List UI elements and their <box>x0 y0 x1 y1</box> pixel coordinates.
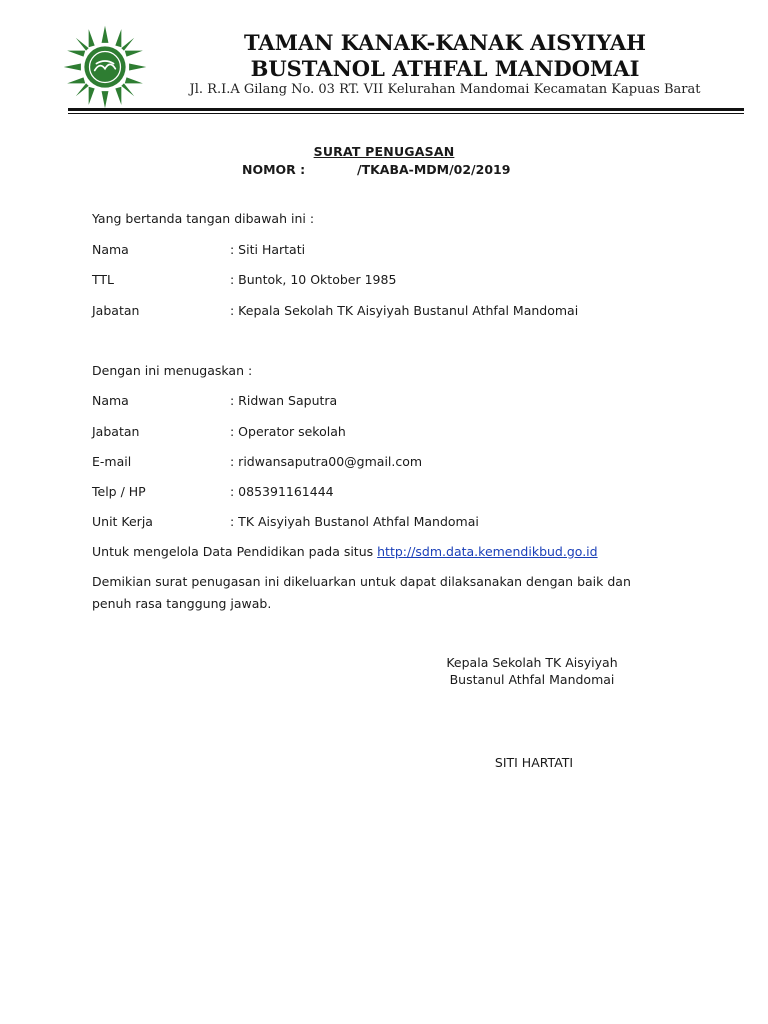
purpose-line <box>92 544 598 559</box>
muhammadiyah-sun-logo-icon <box>62 24 148 110</box>
assignee-label-jabatan: Jabatan <box>92 424 140 439</box>
closing-line1: Demikian surat penugasan ini dikeluarkan untuk dapat dilaksanakan dengan baik dan <box>92 574 631 589</box>
assignee-value-telp: : 085391161444 <box>230 484 334 499</box>
signature-position-line2: Bustanul Athfal Mandomai <box>449 672 615 687</box>
signer-value-ttl: : Buntok, 10 Oktober 1985 <box>230 272 397 287</box>
school-address: Jl. R.I.A Gilang No. 03 RT. VII Kelurahan Mandomai Kecamatan Kapuas Barat <box>189 82 701 97</box>
sdm-website-link[interactable]: http://sdm.data.kemendikbud.go.id <box>377 544 598 559</box>
header-divider-thick <box>68 108 744 111</box>
assignee-value-jabatan: : Operator sekolah <box>230 424 346 439</box>
school-name-line1: TAMAN KANAK-KANAK AISYIYAH <box>243 30 647 55</box>
header-divider-thin <box>68 113 744 114</box>
signer-label-jabatan: Jabatan <box>92 303 140 318</box>
signer-label-ttl: TTL <box>92 272 115 287</box>
school-name-line2: BUSTANOL ATHFAL MANDOMAI <box>250 56 640 81</box>
signer-value-nama: : Siti Hartati <box>230 242 306 257</box>
assignee-label-email: E-mail <box>92 454 132 469</box>
assignee-value-email: : ridwansaputra00@gmail.com <box>230 454 423 469</box>
letter-number-value: /TKABA-MDM/02/2019 <box>357 162 511 177</box>
intro-assignee: Dengan ini menugaskan : <box>92 363 253 378</box>
intro-signer: Yang bertanda tangan dibawah ini : <box>92 211 315 226</box>
signature-name: SITI HARTATI <box>494 755 574 770</box>
letter-number-label: NOMOR : <box>242 162 306 177</box>
closing-line2: penuh rasa tanggung jawab. <box>92 596 272 611</box>
assignee-label-unit: Unit Kerja <box>92 514 153 529</box>
letter-title: SURAT PENUGASAN <box>313 144 455 159</box>
purpose-text: Untuk mengelola Data Pendidikan pada situs <box>92 544 378 559</box>
signature-position-line1: Kepala Sekolah TK Aisyiyah <box>446 655 618 670</box>
assignee-value-nama: : Ridwan Saputra <box>230 393 338 408</box>
signer-value-jabatan: : Kepala Sekolah TK Aisyiyah Bustanul Athfal Mandomai <box>230 303 579 318</box>
assignee-label-telp: Telp / HP <box>92 484 146 499</box>
assignee-label-nama: Nama <box>92 393 129 408</box>
assignee-value-unit: : TK Aisyiyah Bustanol Athfal Mandomai <box>230 514 479 529</box>
signer-label-nama: Nama <box>92 242 129 257</box>
